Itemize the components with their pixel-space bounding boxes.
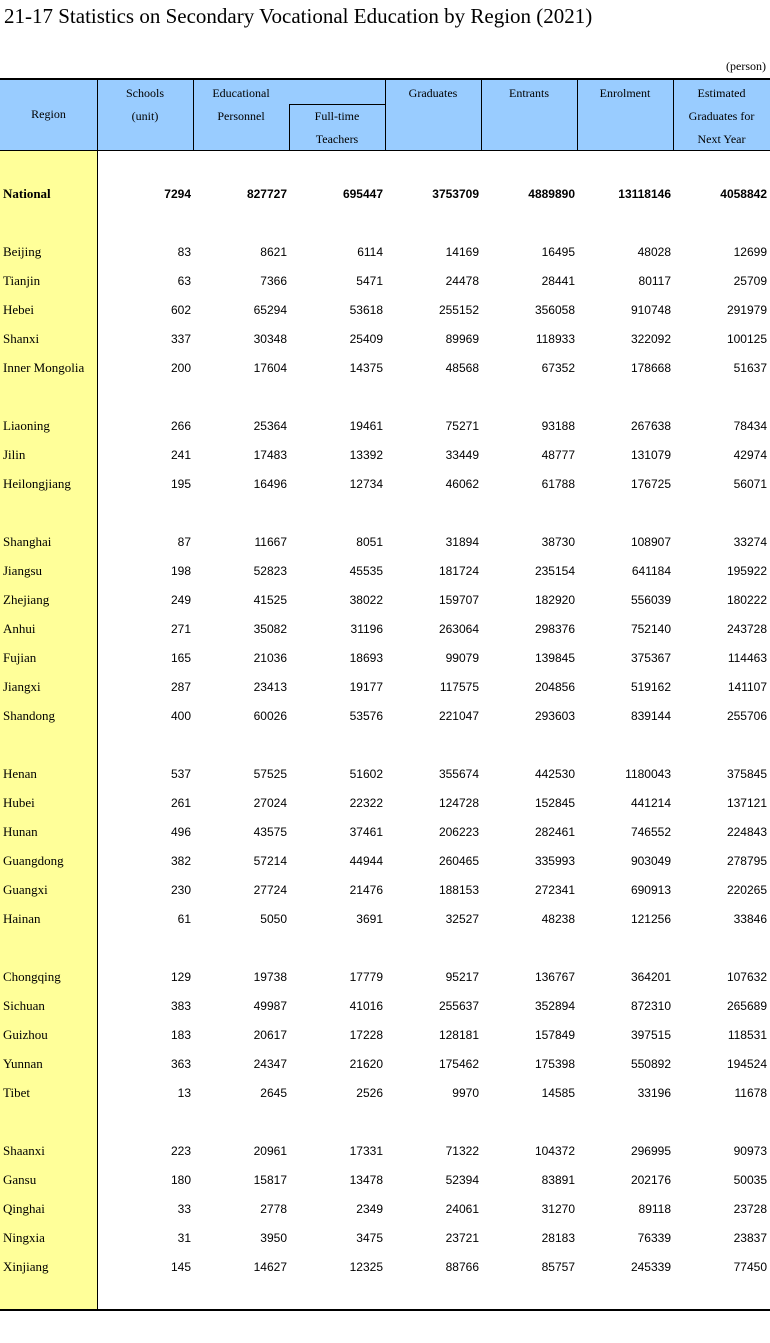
- estimated-cell: 118531: [727, 1028, 767, 1042]
- personnel-cell: 15817: [253, 1173, 287, 1187]
- teachers-cell: 18693: [349, 651, 383, 665]
- personnel-cell: 30348: [253, 332, 287, 346]
- graduates-cell: 71322: [445, 1144, 479, 1158]
- enrolment-cell: 108907: [630, 535, 671, 549]
- enrolment-cell: 13118146: [618, 187, 671, 201]
- teachers-cell: 17331: [349, 1144, 383, 1158]
- entrants-cell: 136767: [534, 970, 575, 984]
- entrants-cell: 139845: [534, 651, 575, 665]
- teachers-cell: 695447: [342, 187, 383, 201]
- schools-cell: 602: [170, 303, 191, 317]
- personnel-cell: 20961: [253, 1144, 287, 1158]
- graduates-cell: 32527: [445, 912, 479, 926]
- graduates-cell: 124728: [438, 796, 479, 810]
- estimated-cell: 100125: [726, 332, 767, 346]
- region-name: Ningxia: [3, 1230, 45, 1245]
- personnel-cell: 3950: [260, 1231, 287, 1245]
- teachers-cell: 21620: [349, 1057, 383, 1071]
- estimated-cell: 265689: [726, 999, 767, 1013]
- entrants-cell: 16495: [541, 245, 575, 259]
- region-name: Jiangxi: [3, 679, 41, 694]
- schools-cell: 33: [177, 1202, 191, 1216]
- table-row: [0, 618, 770, 640]
- teachers-cell: 45535: [349, 564, 383, 578]
- table-row: [0, 995, 770, 1017]
- personnel-cell: 17604: [253, 361, 287, 375]
- estimated-cell: 107632: [726, 970, 767, 984]
- schools-cell: 363: [170, 1057, 191, 1071]
- schools-cell: 496: [170, 825, 191, 839]
- estimated-cell: 42974: [733, 448, 767, 462]
- graduates-cell: 88766: [445, 1260, 479, 1274]
- teachers-cell: 53618: [349, 303, 383, 317]
- enrolment-cell: 80117: [638, 274, 671, 288]
- teachers-cell: 17779: [349, 970, 383, 984]
- page-title: 21-17 Statistics on Secondary Vocational Education by Region (2021): [4, 4, 593, 28]
- graduates-cell: 23721: [445, 1231, 479, 1245]
- entrants-cell: 4889890: [528, 187, 575, 201]
- region-name: Tianjin: [3, 273, 41, 288]
- teachers-cell: 3475: [356, 1231, 383, 1245]
- personnel-cell: 65294: [253, 303, 287, 317]
- table-row: [0, 850, 770, 872]
- graduates-cell: 24478: [445, 274, 479, 288]
- estimated-cell: 224843: [726, 825, 767, 839]
- graduates-cell: 99079: [445, 651, 479, 665]
- entrants-cell: 282461: [534, 825, 575, 839]
- personnel-cell: 827727: [246, 187, 287, 201]
- graduates-cell: 33449: [445, 448, 479, 462]
- personnel-cell: 24347: [253, 1057, 287, 1071]
- table-row: [0, 444, 770, 466]
- entrants-cell: 335993: [534, 854, 575, 868]
- table-row: [0, 879, 770, 901]
- region-name: Hunan: [3, 824, 38, 839]
- estimated-cell: 114463: [727, 651, 767, 665]
- schools-cell: 180: [170, 1173, 191, 1187]
- estimated-cell: 51637: [733, 361, 767, 375]
- personnel-cell: 43575: [253, 825, 287, 839]
- estimated-cell: 50035: [733, 1173, 767, 1187]
- graduates-cell: 255152: [438, 303, 479, 317]
- entrants-cell: 61788: [541, 477, 575, 491]
- graduates-cell: 181724: [438, 564, 479, 578]
- entrants-cell: 235154: [534, 564, 575, 578]
- enrolment-cell: 910748: [630, 303, 671, 317]
- graduates-cell: 206223: [438, 825, 479, 839]
- estimated-cell: 278795: [726, 854, 767, 868]
- table-row: [0, 763, 770, 785]
- region-name: Beijing: [3, 244, 42, 259]
- region-name: Fujian: [3, 650, 37, 665]
- estimated-cell: 141107: [727, 680, 767, 694]
- entrants-cell: 38730: [541, 535, 575, 549]
- table-row: [0, 299, 770, 321]
- graduates-cell: 31894: [445, 535, 479, 549]
- teachers-cell: 38022: [349, 593, 383, 607]
- schools-cell: 83: [177, 245, 191, 259]
- region-name: Jiangsu: [3, 563, 42, 578]
- header-estimated-graduates: Estimated Graduates for Next Year: [688, 86, 755, 146]
- enrolment-cell: 839144: [630, 709, 671, 723]
- table-row: [0, 1053, 770, 1075]
- estimated-cell: 77450: [733, 1260, 767, 1274]
- estimated-cell: 180222: [726, 593, 767, 607]
- entrants-cell: 118933: [535, 332, 575, 346]
- enrolment-cell: 131079: [630, 448, 671, 462]
- estimated-cell: 11678: [734, 1086, 767, 1100]
- entrants-cell: 14585: [541, 1086, 575, 1100]
- enrolment-cell: 746552: [630, 825, 671, 839]
- region-name: Guangdong: [3, 853, 64, 868]
- entrants-cell: 157849: [534, 1028, 575, 1042]
- region-name: Henan: [3, 766, 37, 781]
- schools-cell: 230: [170, 883, 191, 897]
- region-name: Yunnan: [3, 1056, 43, 1071]
- region-name: Tibet: [3, 1085, 30, 1100]
- entrants-cell: 104372: [534, 1144, 575, 1158]
- personnel-cell: 14627: [253, 1260, 287, 1274]
- teachers-cell: 12734: [349, 477, 383, 491]
- entrants-cell: 31270: [541, 1202, 575, 1216]
- entrants-cell: 28441: [541, 274, 575, 288]
- table-row: [0, 966, 770, 988]
- region-name: Gansu: [3, 1172, 37, 1187]
- estimated-cell: 137121: [726, 796, 767, 810]
- schools-cell: 13: [177, 1086, 191, 1100]
- region-name: Chongqing: [3, 969, 61, 984]
- enrolment-cell: 33196: [637, 1086, 671, 1100]
- enrolment-cell: 375367: [630, 651, 671, 665]
- entrants-cell: 48777: [541, 448, 575, 462]
- table-row: [0, 415, 770, 437]
- enrolment-cell: 903049: [630, 854, 671, 868]
- region-name: Shaanxi: [3, 1143, 45, 1158]
- enrolment-cell: 872310: [630, 999, 671, 1013]
- table-row: [0, 473, 770, 495]
- teachers-cell: 13478: [349, 1173, 383, 1187]
- personnel-cell: 17483: [253, 448, 287, 462]
- graduates-cell: 14169: [445, 245, 479, 259]
- entrants-cell: 67352: [541, 361, 575, 375]
- graduates-cell: 95217: [445, 970, 479, 984]
- personnel-cell: 60026: [253, 709, 287, 723]
- teachers-cell: 8051: [356, 535, 383, 549]
- region-name: Shanxi: [3, 331, 40, 346]
- schools-cell: 337: [170, 332, 191, 346]
- region-name: Shandong: [3, 708, 55, 723]
- teachers-cell: 13392: [349, 448, 383, 462]
- region-name: Xinjiang: [3, 1259, 49, 1274]
- graduates-cell: 355674: [438, 767, 479, 781]
- schools-cell: 183: [170, 1028, 191, 1042]
- estimated-cell: 23837: [733, 1231, 767, 1245]
- enrolment-cell: 752140: [630, 622, 671, 636]
- table-row: [0, 1227, 770, 1249]
- teachers-cell: 19461: [349, 419, 383, 433]
- schools-cell: 287: [170, 680, 191, 694]
- estimated-cell: 243728: [726, 622, 767, 636]
- graduates-cell: 188153: [438, 883, 479, 897]
- personnel-cell: 52823: [253, 564, 287, 578]
- teachers-cell: 17228: [349, 1028, 383, 1042]
- table-row: [0, 908, 770, 930]
- personnel-cell: 5050: [260, 912, 287, 926]
- entrants-cell: 352894: [534, 999, 575, 1013]
- table-row: [0, 531, 770, 553]
- enrolment-cell: 1180043: [625, 767, 671, 781]
- entrants-cell: 356058: [534, 303, 575, 317]
- personnel-cell: 57214: [253, 854, 287, 868]
- entrants-cell: 182920: [534, 593, 575, 607]
- schools-cell: 63: [177, 274, 191, 288]
- schools-cell: 382: [170, 854, 191, 868]
- teachers-cell: 6114: [357, 245, 383, 259]
- teachers-cell: 12325: [349, 1260, 383, 1274]
- table-row: [0, 1169, 770, 1191]
- teachers-cell: 53576: [349, 709, 383, 723]
- teachers-cell: 25409: [349, 332, 383, 346]
- graduates-cell: 260465: [438, 854, 479, 868]
- table-row: [0, 1140, 770, 1162]
- enrolment-cell: 322092: [630, 332, 671, 346]
- entrants-cell: 152845: [534, 796, 575, 810]
- header-full-time-teachers: Full-time Teachers: [314, 109, 360, 146]
- teachers-cell: 19177: [349, 680, 383, 694]
- region-name: National: [3, 186, 51, 201]
- personnel-cell: 21036: [253, 651, 287, 665]
- schools-cell: 261: [170, 796, 191, 810]
- estimated-cell: 25709: [733, 274, 767, 288]
- schools-cell: 31: [177, 1231, 191, 1245]
- personnel-cell: 16496: [253, 477, 287, 491]
- enrolment-cell: 556039: [630, 593, 671, 607]
- schools-cell: 241: [170, 448, 191, 462]
- header-schools: Schools (unit): [125, 86, 164, 123]
- estimated-cell: 194524: [726, 1057, 767, 1071]
- entrants-cell: 93188: [541, 419, 575, 433]
- table-row: [0, 560, 770, 582]
- entrants-cell: 204856: [534, 680, 575, 694]
- personnel-cell: 7366: [260, 274, 287, 288]
- personnel-cell: 27724: [253, 883, 287, 897]
- unit-label: (person): [726, 59, 766, 73]
- region-name: Hubei: [3, 795, 35, 810]
- personnel-cell: 20617: [253, 1028, 287, 1042]
- table-row: [0, 1082, 770, 1104]
- graduates-cell: 117575: [439, 680, 479, 694]
- personnel-cell: 2645: [260, 1086, 287, 1100]
- graduates-cell: 46062: [445, 477, 479, 491]
- table-row: [0, 1256, 770, 1278]
- enrolment-cell: 89118: [638, 1202, 671, 1216]
- region-name: Heilongjiang: [3, 476, 71, 491]
- enrolment-cell: 690913: [630, 883, 671, 897]
- header-entrants: Entrants: [509, 86, 549, 100]
- header-enrolment: Enrolment: [599, 86, 651, 100]
- personnel-cell: 57525: [253, 767, 287, 781]
- graduates-cell: 159707: [438, 593, 479, 607]
- enrolment-cell: 441214: [630, 796, 671, 810]
- region-name: Shanghai: [3, 534, 52, 549]
- estimated-cell: 291979: [726, 303, 767, 317]
- personnel-cell: 49987: [253, 999, 287, 1013]
- region-name: Inner Mongolia: [3, 360, 85, 375]
- schools-cell: 145: [170, 1260, 191, 1274]
- teachers-cell: 2349: [356, 1202, 383, 1216]
- region-name: Guizhou: [3, 1027, 48, 1042]
- header-educational-personnel: Educational Personnel: [212, 86, 270, 123]
- graduates-cell: 24061: [445, 1202, 479, 1216]
- graduates-cell: 75271: [445, 419, 479, 433]
- personnel-cell: 27024: [253, 796, 287, 810]
- teachers-cell: 44944: [349, 854, 383, 868]
- enrolment-cell: 245339: [630, 1260, 671, 1274]
- entrants-cell: 48238: [541, 912, 575, 926]
- table-row: [0, 241, 770, 263]
- table-row: [0, 676, 770, 698]
- teachers-cell: 3691: [356, 912, 383, 926]
- entrants-cell: 85757: [541, 1260, 575, 1274]
- table-row: [0, 357, 770, 379]
- region-name: Qinghai: [3, 1201, 45, 1216]
- schools-cell: 223: [170, 1144, 191, 1158]
- table-row: [0, 1198, 770, 1220]
- graduates-cell: 221047: [438, 709, 479, 723]
- teachers-cell: 51602: [349, 767, 383, 781]
- teachers-cell: 37461: [349, 825, 383, 839]
- graduates-cell: 255637: [438, 999, 479, 1013]
- personnel-cell: 19738: [253, 970, 287, 984]
- header-region: Region: [31, 107, 66, 121]
- estimated-cell: 4058842: [720, 187, 767, 201]
- personnel-cell: 35082: [253, 622, 287, 636]
- table-row: [0, 589, 770, 611]
- teachers-cell: 2526: [356, 1086, 383, 1100]
- enrolment-cell: 76339: [637, 1231, 671, 1245]
- graduates-cell: 89969: [445, 332, 479, 346]
- enrolment-cell: 202176: [630, 1173, 671, 1187]
- entrants-cell: 83891: [541, 1173, 575, 1187]
- region-name: Guangxi: [3, 882, 48, 897]
- schools-cell: 537: [170, 767, 191, 781]
- schools-cell: 198: [170, 564, 191, 578]
- teachers-cell: 22322: [349, 796, 383, 810]
- region-name: Anhui: [3, 621, 36, 636]
- estimated-cell: 195922: [726, 564, 767, 578]
- schools-cell: 271: [170, 622, 191, 636]
- teachers-cell: 14375: [349, 361, 383, 375]
- region-name: Sichuan: [3, 998, 45, 1013]
- personnel-cell: 8621: [260, 245, 287, 259]
- estimated-cell: 255706: [726, 709, 767, 723]
- personnel-cell: 2778: [260, 1202, 287, 1216]
- teachers-cell: 5471: [356, 274, 383, 288]
- enrolment-cell: 296995: [630, 1144, 671, 1158]
- personnel-cell: 25364: [253, 419, 287, 433]
- schools-cell: 266: [170, 419, 191, 433]
- schools-cell: 165: [170, 651, 191, 665]
- table-row: [0, 328, 770, 350]
- region-name: Liaoning: [3, 418, 50, 433]
- schools-cell: 7294: [164, 187, 191, 201]
- schools-cell: 383: [170, 999, 191, 1013]
- estimated-cell: 90973: [733, 1144, 767, 1158]
- entrants-cell: 272341: [534, 883, 575, 897]
- enrolment-cell: 48028: [637, 245, 671, 259]
- schools-cell: 129: [170, 970, 191, 984]
- schools-cell: 61: [177, 912, 191, 926]
- region-name: Hainan: [3, 911, 41, 926]
- entrants-cell: 442530: [534, 767, 575, 781]
- table-row: [0, 792, 770, 814]
- enrolment-cell: 176725: [630, 477, 671, 491]
- enrolment-cell: 397515: [630, 1028, 671, 1042]
- estimated-cell: 375845: [726, 767, 767, 781]
- schools-cell: 87: [177, 535, 191, 549]
- table-row: [0, 821, 770, 843]
- schools-cell: 249: [170, 593, 191, 607]
- graduates-cell: 263064: [438, 622, 479, 636]
- enrolment-cell: 550892: [630, 1057, 671, 1071]
- entrants-cell: 28183: [541, 1231, 575, 1245]
- table-row: [0, 647, 770, 669]
- personnel-cell: 41525: [253, 593, 287, 607]
- graduates-cell: 128181: [438, 1028, 479, 1042]
- teachers-cell: 31196: [350, 622, 383, 636]
- graduates-cell: 9970: [452, 1086, 479, 1100]
- enrolment-cell: 121256: [630, 912, 671, 926]
- table-row: [0, 270, 770, 292]
- region-name: Zhejiang: [3, 592, 50, 607]
- estimated-cell: 220265: [726, 883, 767, 897]
- schools-cell: 400: [170, 709, 191, 723]
- graduates-cell: 48568: [445, 361, 479, 375]
- teachers-cell: 21476: [349, 883, 383, 897]
- enrolment-cell: 519162: [630, 680, 671, 694]
- table-row-national: [0, 183, 770, 205]
- schools-cell: 200: [170, 361, 191, 375]
- table-row: [0, 1024, 770, 1046]
- region-name: Jilin: [3, 447, 26, 462]
- entrants-cell: 298376: [534, 622, 575, 636]
- schools-cell: 195: [170, 477, 191, 491]
- estimated-cell: 78434: [733, 419, 767, 433]
- table-row: [0, 705, 770, 727]
- estimated-cell: 23728: [733, 1202, 767, 1216]
- enrolment-cell: 641184: [631, 564, 671, 578]
- estimated-cell: 56071: [733, 477, 767, 491]
- entrants-cell: 175398: [534, 1057, 575, 1071]
- estimated-cell: 33274: [733, 535, 767, 549]
- personnel-cell: 23413: [253, 680, 287, 694]
- graduates-cell: 175462: [438, 1057, 479, 1071]
- enrolment-cell: 267638: [630, 419, 671, 433]
- estimated-cell: 33846: [733, 912, 767, 926]
- entrants-cell: 293603: [534, 709, 575, 723]
- personnel-cell: 11667: [254, 535, 287, 549]
- enrolment-cell: 364201: [630, 970, 671, 984]
- graduates-cell: 52394: [445, 1173, 479, 1187]
- teachers-cell: 41016: [349, 999, 383, 1013]
- graduates-cell: 3753709: [432, 187, 479, 201]
- estimated-cell: 12699: [733, 245, 767, 259]
- enrolment-cell: 178668: [630, 361, 671, 375]
- region-name: Hebei: [3, 302, 35, 317]
- header-graduates: Graduates: [408, 86, 458, 100]
